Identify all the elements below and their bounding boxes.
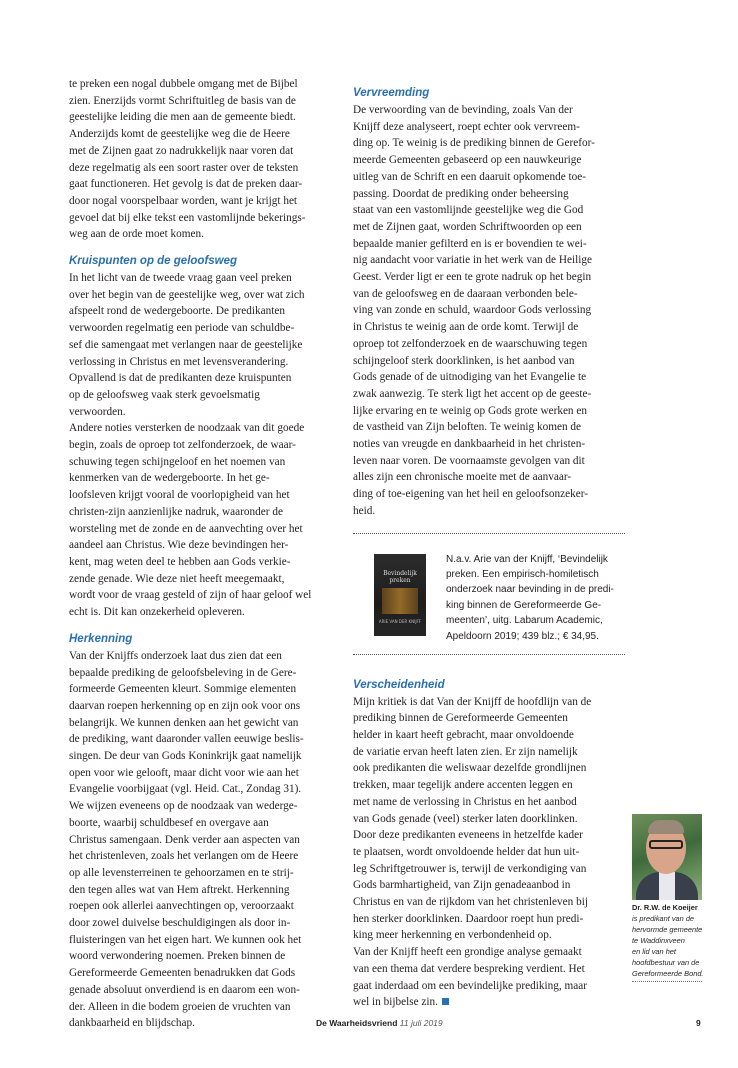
text-line: We wijzen eveneens op de noodzaak van wederge-: [69, 800, 298, 813]
text-line: passing. Doordat de prediking onder beheersing: [353, 187, 569, 200]
text-line: Gods barmhartigheid, van Zijn genadeaanbod in: [353, 879, 571, 892]
text-line: king meer herkenning en verbondenheid op.: [353, 929, 552, 942]
text-line: den tegen alles wat van Hem aftrekt. Herkenning: [69, 883, 290, 896]
text-line: loofsleven krijgt vooral de voorlopigheid van het: [69, 489, 290, 502]
text-line: singen. De deur van Gods Koninkrijk gaat namelijk: [69, 750, 302, 763]
text-line: belangrijk. We kunnen denken aan het gewicht van: [69, 716, 299, 729]
text-line: ook predikanten die weliswaar dezelfde grondlijnen: [353, 762, 587, 775]
text-line: meerde Gemeenten gebaseerd op een nauwkeurige: [353, 154, 582, 167]
text-line: met de Zijnen gaat, worden Schriftwoorden op een: [353, 220, 582, 233]
text-line: dankbaarheid en blijdschap.: [69, 1017, 195, 1030]
text-line: bepaalde manier gefilterd en is er bovendien te wei-: [353, 237, 587, 250]
author-role-line: hoofdbestuur van de: [632, 958, 700, 967]
text-line: christen-zijn aanzienlijke nadruk, waaronder de: [69, 505, 283, 518]
text-line: Apeldoorn 2019; 439 blz.; € 34,95.: [446, 630, 599, 642]
text-line: heid.: [353, 504, 376, 517]
paragraph-kruispunten: [69, 270, 365, 621]
paragraph-vervreemding: [353, 102, 625, 520]
text-line: Evangelie voorbijgaat (vgl. Heid. Cat., Zondag 31).: [69, 783, 302, 796]
intro-paragraph: [69, 76, 365, 243]
text-line: aandeel aan Christus. Wie deze bevindingen her-: [69, 539, 289, 552]
text-line: N.a.v. Arie van der Knijff, ‘Bevindelijk: [446, 553, 608, 565]
text-line: van de geloofsweg en de daaraan verbonden bele-: [353, 287, 578, 300]
text-line: schijngeloof sterk doorklinken, is het aanbod van: [353, 354, 575, 367]
text-line: afspeelt rond de wedergeboorte. De predikanten: [69, 305, 285, 318]
text-line: helder in kaart heeft gebracht, maar onvoldoende: [353, 728, 574, 741]
text-line: der. Alleen in die bodem groeien de vruchten van: [69, 1000, 291, 1013]
text-line: de prediking, want daaronder vallen eeuwige beslis-: [69, 733, 304, 746]
text-line: formeerde Gemeenten kleurt. Sommige elementen: [69, 683, 297, 696]
text-line: van Gods genade (veel) sterker laten doorklinken.: [353, 812, 578, 825]
paragraph-verscheidenheid: [353, 694, 625, 1011]
text-line: hen sterker doorklinken. Daardoor roept hun predi-: [353, 912, 584, 925]
section-heading-kruispunten: Kruispunten op de geloofsweg: [69, 255, 238, 268]
text-line: het christenleven, zoals het verlangen om de Heere: [69, 850, 299, 863]
author-role-line: is predikant van de: [632, 914, 695, 923]
author-name: Dr. R.W. de Koeijer: [632, 903, 698, 912]
text-line: schuwing tegen schijngeloof en het noemen van: [69, 455, 286, 468]
text-line: Anderzijds komt de geestelijke weg die de Heere: [69, 128, 290, 141]
section-heading-herkenning: Herkenning: [69, 632, 133, 645]
text-line: daarvan roepen herkenning op en zijn ook voor ons: [69, 699, 301, 712]
text-line: op de geloofsweg vaak sterk gevoelsmatig: [69, 388, 260, 401]
paragraph-herkenning: [69, 648, 365, 1032]
book-cover-image: [374, 554, 426, 636]
text-line: gaat functioneren. Het gevolg is dat de preken daar-: [69, 178, 303, 191]
text-line: woord verwondering noemen. Preken binnen de: [69, 950, 286, 963]
text-line: meenten’, uitg. Labarum Academic,: [446, 615, 603, 627]
text-line: Geest. Verder ligt er een te grote nadruk op het begin: [353, 271, 592, 284]
text-line: ding op. Te weinig is de prediking binnen de Gerefor-: [353, 137, 595, 150]
text-line: met name de verlossing in Christus en het aanbod: [353, 795, 577, 808]
text-line: Mijn kritiek is dat Van der Knijff de hoofdlijn van de: [353, 695, 592, 708]
text-line: Van der Knijff heeft een grondige analyse gemaakt: [353, 946, 582, 959]
text-line: king binnen de Gereformeerde Ge-: [446, 599, 602, 611]
text-line: alles zijn een chronische moeite met de aanvaar-: [353, 471, 572, 484]
text-line: leg Schriftgetrouwer is, terwijl de verkondiging van: [353, 862, 587, 875]
text-line: over het begin van de geestelijke weg, over wat zich: [69, 288, 305, 301]
text-line: Opvallend is dat de predikanten deze kruispunten: [69, 372, 292, 385]
text-line: fluisteringen van het eigen hart. We kunnen ook het: [69, 933, 302, 946]
author-role-line: en lid van het: [632, 947, 676, 956]
text-line: zien. Enerzijds vormt Schriftuitleg de basis van de: [69, 94, 296, 107]
text-line: De verwoording van de bevinding, zoals Van der: [353, 104, 573, 116]
text-line: uitleg van de Schrift en een daaruit opkomende toe-: [353, 170, 587, 183]
book-reference: [353, 534, 625, 654]
text-line: Van der Knijffs onderzoek laat dus zien dat een: [69, 649, 282, 662]
text-line: Christus samengaan. Denk verder aan aspecten van: [69, 833, 300, 846]
book-cover-title: Bevindelijk preken: [383, 569, 417, 584]
caption-divider: [632, 981, 702, 982]
page-number: 9: [696, 1018, 701, 1028]
text-line: trekken, maar tegelijk andere accenten leggen en: [353, 779, 573, 792]
text-line: bepaalde prediking de geloofsbeleving in de Gere-: [69, 666, 297, 679]
text-line: kenmerken van de wedergeboorte. In het ge-: [69, 472, 270, 485]
section-heading-vervreemding: Vervreemding: [353, 87, 430, 99]
book-cover-author: ARIE VAN DER KNIJFF: [378, 618, 422, 624]
text-line: [353, 994, 625, 1011]
footer-magazine: [316, 1018, 443, 1028]
magazine-name: De Waarheidsvriend: [316, 1018, 398, 1028]
text-line: weg aan de orde moet komen.: [69, 228, 204, 241]
text-line: door zowel duivelse beschuldigingen als door in-: [69, 917, 291, 930]
text-line: te plaatsen, wordt onvoldoende helder dat hun uit-: [353, 845, 580, 858]
text-line: in Christus te weinig aan de orde komt. Terwijl de: [353, 321, 579, 334]
text-line: gevoel dat bij elke tekst een vastomlijnde bekerings-: [69, 211, 306, 224]
text-line: boorte, waarbij schuldbesef en overgave aan: [69, 816, 269, 829]
section-heading-verscheidenheid: Verscheidenheid: [353, 678, 445, 691]
text-line: Gods genade of de uitnodiging van het Evangelie te: [353, 371, 587, 384]
text-line: preken. Een empirisch-homiletisch: [446, 568, 599, 580]
text-line: wordt voor de vraag gesteld of zijn of haar geloof wel: [69, 589, 312, 602]
text-line: verwoorden.: [69, 405, 126, 418]
text-line: verwoorden regelmatig een periode van schuldbe-: [69, 322, 295, 335]
text-line: deze regelmatig als een soort raster over de teksten: [69, 161, 299, 174]
text-line: leven naar voren. De voornaamste gevolgen van dit: [353, 454, 585, 467]
text-line: nig aandacht voor variatie in het werk van de Heilige: [353, 254, 592, 267]
text-line: verlossing in Christus en met levensverandering.: [69, 355, 289, 368]
text-line: open voor wie gelooft, maar dicht voor wie aan het: [69, 766, 299, 779]
issue-date: 11 juli 2019: [399, 1018, 443, 1028]
text-line: geestelijke leiding die men aan de gemeente biedt.: [69, 111, 296, 124]
right-column: [353, 85, 625, 1011]
text-line: gaat inderdaad om een bevindelijke prediking, maar: [353, 979, 587, 992]
text-line: Gereformeerde Gemeenten benadrukken dat Gods: [69, 967, 296, 980]
text-line: oproep tot zelfonderzoek en de waarschuwing tegen: [353, 337, 588, 350]
text-line: prediking binnen de Gereformeerde Gemeenten: [353, 712, 568, 725]
text-line: kent, mag weten deel te hebben aan Gods verkie-: [69, 555, 291, 568]
text-line: Christus en van de rijkdom van het christenleven bij: [353, 896, 588, 909]
text-line: lijke ervaring en te weinig op Gods grote werken en: [353, 404, 587, 417]
text-line: genade absoluut onverdiend is en daarom een won-: [69, 983, 300, 996]
text-line: echt is. Dit kan onzekerheid opleveren.: [69, 606, 245, 619]
text-line: ving van zonde en schuld, waardoor Gods verlossing: [353, 304, 592, 317]
text-line: door nogal voorspelbaar worden, want je krijgt het: [69, 194, 298, 207]
text-line: roepen ook allerlei aanvechtingen op, veroorzaakt: [69, 900, 294, 913]
text-line: Knijff deze analyseert, roept echter ook vervreem-: [353, 120, 580, 133]
text-line: zende genade. Wie deze niet heeft meegemaakt,: [69, 572, 285, 585]
text-line: van een thema dat verdere bespreking verdient. Het: [353, 962, 585, 975]
end-of-article-marker-icon: [442, 998, 449, 1005]
text-line: te preken een nogal dubbele omgang met de Bijbel: [69, 78, 298, 90]
author-caption: [632, 902, 718, 982]
text-line: Door deze predikanten eveneens in hetzelfde kader: [353, 829, 583, 842]
text-line: de variatie ervan heeft laten zien. Er zijn namelijk: [353, 745, 578, 758]
text-line: op alle levensterreinen te gehoorzamen en te strij-: [69, 866, 294, 879]
author-role-line: hervormde gemeente: [632, 925, 703, 934]
book-citation: [446, 552, 625, 654]
text-line: ding of toe-eigening van het heil en geloofsonzeker-: [353, 488, 589, 501]
text-line: Andere noties versterken de noodzaak van dit goede: [69, 422, 305, 435]
text-line-last: wel in bijbelse zin.: [353, 996, 438, 1009]
text-line: zwak aanwezig. Te sterk ligt het accent op de geeste-: [353, 387, 592, 400]
text-line: staat van een vastomlijnde geestelijke weg die God: [353, 204, 584, 217]
text-line: In het licht van de tweede vraag gaan veel preken: [69, 272, 292, 285]
text-line: begin, zoals de oproep tot zelfonderzoek, de waar-: [69, 439, 296, 452]
text-line: worsteling met de zonde en de aanvechting over het: [69, 522, 303, 535]
left-column: [69, 76, 365, 1032]
text-line: noties van vreugde en dankbaarheid in het christen-: [353, 438, 586, 451]
author-photo: [632, 814, 702, 900]
author-role-line: Gereformeerde Bond.: [632, 969, 704, 978]
text-line: de vastheid van Zijn beloften. Te weinig komen de: [353, 421, 582, 434]
text-line: sef die samengaat met verlangen naar de geestelijke: [69, 338, 303, 351]
author-role-line: te Waddinxveen: [632, 936, 685, 945]
text-line: met de Zijnen gaat zo nadrukkelijk naar voren dat: [69, 144, 294, 157]
text-line: onderzoek naar bevinding in de predi-: [446, 584, 614, 596]
